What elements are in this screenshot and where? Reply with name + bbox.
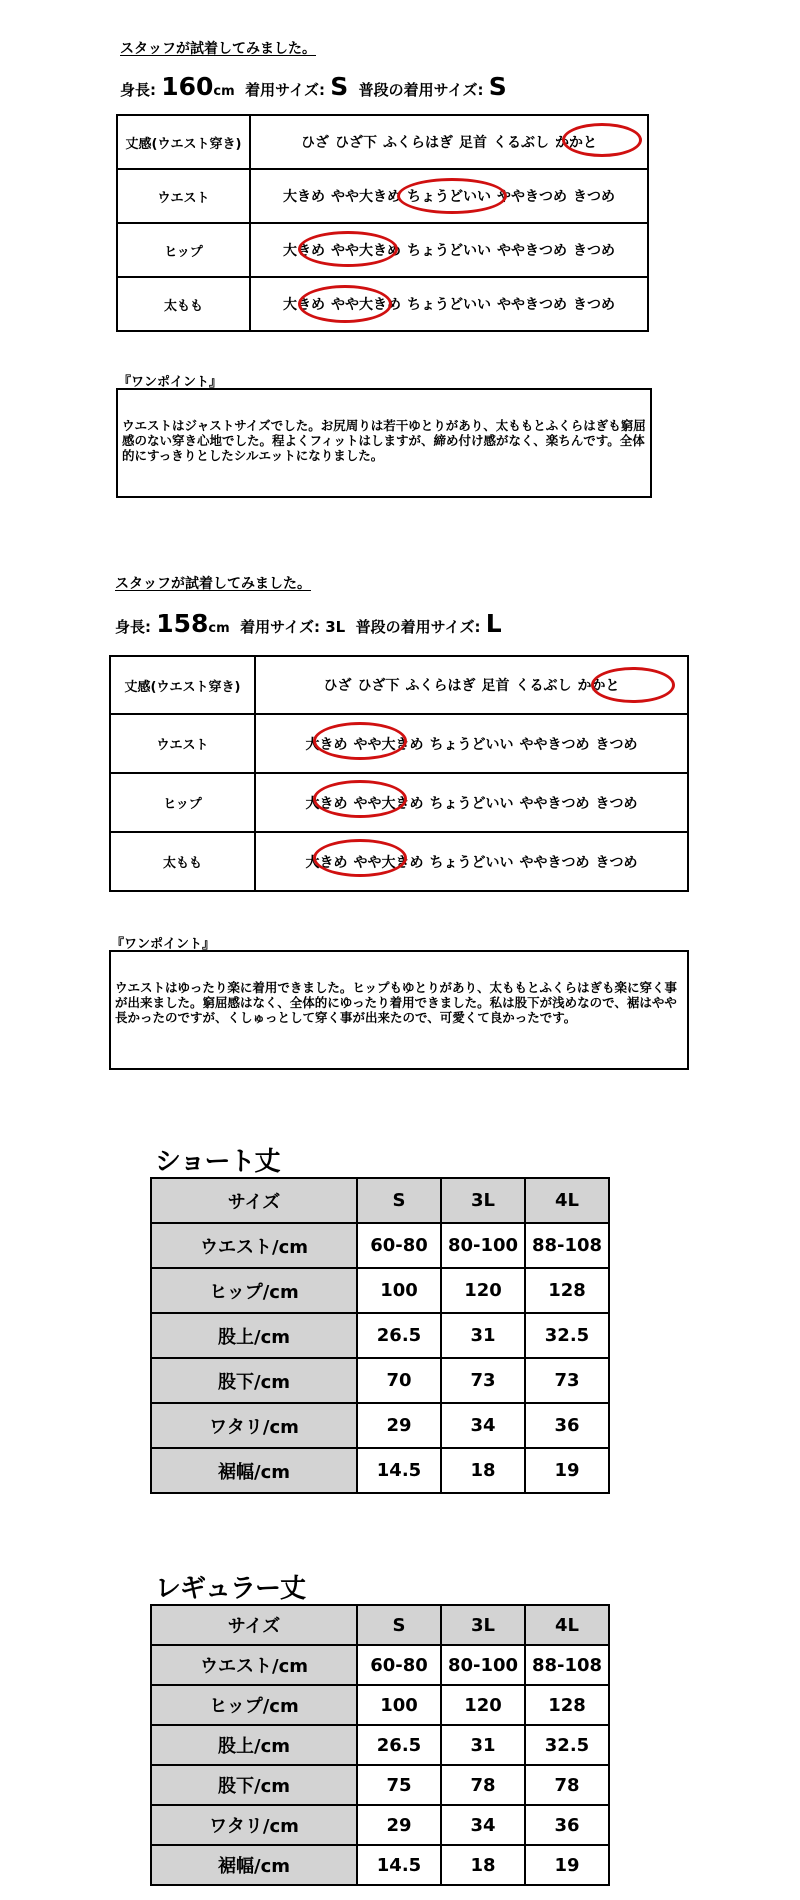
fit-row-label: ヒップ <box>117 223 250 277</box>
size-row <box>151 1403 609 1448</box>
fit-option: ふくらはぎ <box>405 678 476 694</box>
size-cell: 29 <box>357 1403 441 1448</box>
size-header-row <box>151 1178 609 1223</box>
fit-option: ひざ <box>301 135 329 151</box>
fit-option: 大きめ <box>305 795 348 812</box>
size-table <box>150 1604 610 1886</box>
size-cell: 120 <box>441 1268 525 1313</box>
fit-option: きつめ <box>595 854 638 871</box>
size-cell: 26.5 <box>357 1313 441 1358</box>
fit-table <box>109 655 689 892</box>
size-cell: 34 <box>441 1805 525 1845</box>
size-header-cell: 3L <box>441 1605 525 1645</box>
size-cell: 32.5 <box>525 1725 609 1765</box>
fit-table <box>116 114 649 332</box>
fit-options <box>250 115 648 169</box>
fit-option: ひざ下 <box>357 678 400 694</box>
fit-option: きつめ <box>573 297 615 313</box>
size-header-cell: 4L <box>525 1178 609 1223</box>
fit-option: ちょうどいい <box>429 795 514 812</box>
usual-size-value: L <box>485 609 502 638</box>
size-cell: 31 <box>441 1313 525 1358</box>
fit-option: 足首 <box>459 135 487 151</box>
fit-options <box>250 223 648 277</box>
height-unit: cm <box>208 621 230 636</box>
fit-option: ややきつめ <box>497 189 567 205</box>
fit-row-label: 太もも <box>110 832 255 891</box>
onepoint-text: ウエストはゆったり楽に着用できました。ヒップもゆとりがあり、太ももとふくらはぎも楽に穿く事が出来ました。窮屈感はなく、全体的にゆったり着用できました。私は股下が浅めなので、裾はやや長かったのですが、くしゅっとして穿く事が出来たので、可愛くて良かったです。 <box>115 980 678 1025</box>
onepoint-box <box>109 950 689 1070</box>
fit-options <box>255 656 688 714</box>
staff-review-heading: スタッフが試着してみました。 <box>115 576 311 592</box>
size-row-label: 股下/cm <box>151 1358 357 1403</box>
size-cell: 88-108 <box>525 1645 609 1685</box>
fit-option: やや大きめ <box>331 297 401 313</box>
size-row-label: ウエスト/cm <box>151 1223 357 1268</box>
fit-option: やや大きめ <box>331 243 401 259</box>
size-header-cell: 4L <box>525 1605 609 1645</box>
fit-option: ややきつめ <box>519 795 590 812</box>
size-header-cell: サイズ <box>151 1605 357 1645</box>
fit-option: かかと <box>577 678 620 694</box>
size-row-label: 裾幅/cm <box>151 1845 357 1885</box>
size-cell: 100 <box>357 1685 441 1725</box>
size-row <box>151 1223 609 1268</box>
size-cell: 100 <box>357 1268 441 1313</box>
fit-options <box>250 277 648 331</box>
fit-option: ちょうどいい <box>407 297 491 313</box>
fit-row-waist <box>110 714 688 773</box>
wear-size-value: 3L <box>325 618 346 636</box>
fit-option: 足首 <box>481 678 510 694</box>
wear-size-label: 着用サイズ: <box>245 81 325 99</box>
onepoint-text: ウエストはジャストサイズでした。お尻周りは若干ゆとりがあり、太ももとふくらはぎも窮屈感のない穿き心地でした。程よくフィットはしますが、締め付け感がなく、楽ちんです。全体的にすっきりとしたシルエットになりました。 <box>122 418 646 463</box>
fit-row-label: 丈感(ウエスト穿き) <box>110 656 255 714</box>
fit-option: きつめ <box>595 736 638 753</box>
fit-row-hip <box>117 223 648 277</box>
size-row <box>151 1805 609 1845</box>
size-row-label: 股上/cm <box>151 1313 357 1358</box>
size-cell: 19 <box>525 1845 609 1885</box>
fit-row-length <box>117 115 648 169</box>
fit-options <box>250 169 648 223</box>
size-row <box>151 1685 609 1725</box>
size-row-label: ワタリ/cm <box>151 1805 357 1845</box>
fit-option: ややきつめ <box>497 243 567 259</box>
size-row <box>151 1765 609 1805</box>
fit-row-thigh <box>110 832 688 891</box>
size-header-cell: S <box>357 1605 441 1645</box>
staff-stats <box>115 609 502 638</box>
fit-option: ややきつめ <box>519 854 590 871</box>
wear-size-value: S <box>330 72 349 101</box>
size-row <box>151 1725 609 1765</box>
fit-option: やや大きめ <box>353 736 424 753</box>
size-row-label: 股上/cm <box>151 1725 357 1765</box>
size-row <box>151 1313 609 1358</box>
size-row <box>151 1845 609 1885</box>
fit-option: やや大きめ <box>353 854 424 871</box>
fit-option: くるぶし <box>515 678 572 694</box>
fit-option: きつめ <box>573 189 615 205</box>
height-value: 158 <box>156 609 209 638</box>
size-row <box>151 1645 609 1685</box>
onepoint-box <box>116 388 652 498</box>
fit-option: 大きめ <box>305 736 348 753</box>
size-table-title: ショート丈 <box>155 1147 280 1177</box>
size-cell: 32.5 <box>525 1313 609 1358</box>
size-row <box>151 1358 609 1403</box>
size-header-cell: サイズ <box>151 1178 357 1223</box>
fit-row-label: ウエスト <box>110 714 255 773</box>
size-table <box>150 1177 610 1494</box>
usual-size-label: 普段の着用サイズ: <box>355 618 481 636</box>
size-cell: 14.5 <box>357 1448 441 1493</box>
fit-option: くるぶし <box>493 135 549 151</box>
size-cell: 14.5 <box>357 1845 441 1885</box>
size-row-label: ワタリ/cm <box>151 1403 357 1448</box>
height-label: 身長: <box>115 618 151 636</box>
fit-option: 大きめ <box>305 854 348 871</box>
usual-size-value: S <box>488 72 507 101</box>
size-row <box>151 1268 609 1313</box>
fit-row-hip <box>110 773 688 832</box>
wear-size-label: 着用サイズ: <box>240 618 320 636</box>
size-cell: 34 <box>441 1403 525 1448</box>
fit-option: やや大きめ <box>331 189 401 205</box>
size-cell: 120 <box>441 1685 525 1725</box>
fit-options <box>255 832 688 891</box>
size-row <box>151 1448 609 1493</box>
size-cell: 29 <box>357 1805 441 1845</box>
fit-option: ちょうどいい <box>407 189 491 205</box>
size-cell: 18 <box>441 1448 525 1493</box>
fit-option: ひざ <box>323 678 352 694</box>
size-cell: 26.5 <box>357 1725 441 1765</box>
fit-option: 大きめ <box>283 189 325 205</box>
height-unit: cm <box>213 84 235 99</box>
height-label: 身長: <box>120 81 156 99</box>
onepoint-title: 『ワンポイント』 <box>118 375 223 390</box>
fit-row-waist <box>117 169 648 223</box>
fit-row-label: 太もも <box>117 277 250 331</box>
size-cell: 36 <box>525 1805 609 1845</box>
size-cell: 31 <box>441 1725 525 1765</box>
fit-option: 大きめ <box>283 243 325 259</box>
size-header-cell: S <box>357 1178 441 1223</box>
size-cell: 128 <box>525 1685 609 1725</box>
size-cell: 73 <box>441 1358 525 1403</box>
height-value: 160 <box>161 72 214 101</box>
size-cell: 18 <box>441 1845 525 1885</box>
fit-option: ひざ下 <box>335 135 377 151</box>
size-row-label: ウエスト/cm <box>151 1645 357 1685</box>
fit-row-length <box>110 656 688 714</box>
staff-review-heading: スタッフが試着してみました。 <box>120 41 316 57</box>
size-cell: 36 <box>525 1403 609 1448</box>
fit-options <box>255 773 688 832</box>
size-cell: 73 <box>525 1358 609 1403</box>
fit-row-label: ウエスト <box>117 169 250 223</box>
size-cell: 80-100 <box>441 1645 525 1685</box>
fit-option: ややきつめ <box>497 297 567 313</box>
fit-option: ちょうどいい <box>407 243 491 259</box>
fit-row-label: ヒップ <box>110 773 255 832</box>
size-row-label: ヒップ/cm <box>151 1268 357 1313</box>
size-cell: 19 <box>525 1448 609 1493</box>
fit-option: ちょうどいい <box>429 854 514 871</box>
size-table-title: レギュラー丈 <box>155 1574 306 1604</box>
fit-option: ちょうどいい <box>429 736 514 753</box>
fit-option: ややきつめ <box>519 736 590 753</box>
size-row-label: 股下/cm <box>151 1765 357 1805</box>
size-cell: 78 <box>525 1765 609 1805</box>
size-cell: 60-80 <box>357 1645 441 1685</box>
size-row-label: ヒップ/cm <box>151 1685 357 1725</box>
size-header-row <box>151 1605 609 1645</box>
size-cell: 75 <box>357 1765 441 1805</box>
size-cell: 128 <box>525 1268 609 1313</box>
fit-row-label: 丈感(ウエスト穿き) <box>117 115 250 169</box>
size-cell: 78 <box>441 1765 525 1805</box>
fit-option: ふくらはぎ <box>383 135 453 151</box>
fit-option: きつめ <box>595 795 638 812</box>
fit-row-thigh <box>117 277 648 331</box>
onepoint-title: 『ワンポイント』 <box>111 937 216 952</box>
size-header-cell: 3L <box>441 1178 525 1223</box>
fit-option: きつめ <box>573 243 615 259</box>
usual-size-label: 普段の着用サイズ: <box>358 81 484 99</box>
fit-option: やや大きめ <box>353 795 424 812</box>
fit-option: かかと <box>555 135 597 151</box>
fit-options <box>255 714 688 773</box>
size-cell: 88-108 <box>525 1223 609 1268</box>
size-cell: 70 <box>357 1358 441 1403</box>
staff-stats <box>120 72 507 101</box>
size-cell: 60-80 <box>357 1223 441 1268</box>
fit-option: 大きめ <box>283 297 325 313</box>
size-row-label: 裾幅/cm <box>151 1448 357 1493</box>
size-cell: 80-100 <box>441 1223 525 1268</box>
